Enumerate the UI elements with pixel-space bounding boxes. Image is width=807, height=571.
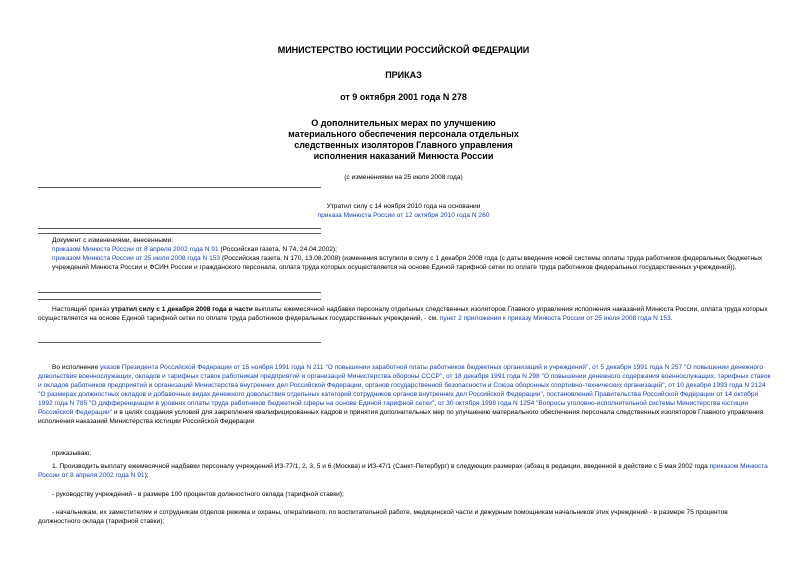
separator: [38, 228, 321, 229]
void-order-link[interactable]: приказа Минюста России от 12 октября 2010 года N 260: [317, 212, 490, 219]
resolution-link-1254[interactable]: от 30 октября 1998 года N 1254 "Вопросы уголовно-исполнительной системы Министерства юстиции Российской Федерации": [38, 400, 749, 416]
decree-link-211[interactable]: указов Президента Российской Федерации от 15 ноября 1991 года N 211 "О повышении заработной платы работников бюджетных организаций и учреждений": [99, 364, 589, 371]
order-word: приказываю:: [52, 450, 92, 457]
void-notice-text: Утратил силу с 14 ноября 2010 года на основании: [326, 203, 481, 210]
status-note-link[interactable]: пункт 2 приложения к приказу Минюста России от 25 июля 2008 года N 153: [439, 315, 671, 322]
preamble-paragraph: Во исполнение указов Президента Российской Федерации от 15 ноября 1991 года N 211 "О повышении заработной платы работников бюджетных организаций и учреждений", от 5 декабря 1991 года N 257 "О повышении денежного довольствия военнослужащих, окладов и тарифных ставок работникам предприятий и организаций Министерства обороны СССР", от 18 декабря 1991 года N 298 "О повышении денежного содержания военнослужащих, тарифных ставок и окладов работников предприятий и организаций Министерства внутренних дел Российской Федерации, органов государственной безопасности и Союза оборонных спортивно-технических организаций", от 10 декабря 1993 года N 2124 "О размерах должностных окладов и добавочных видах денежного довольствия отдельных категорий сотрудников органов внутренних дел Российской Федерации", постановлений Правительства Российской Федерации от 14 октября 1992 года N 785 "О дифференциации в уровнях оплаты труда работников бюджетной сферы на основе Единой тарифной сетки", от 30 октября 1998 года N 1254 "Вопросы уголовно-исполнительной системы Министерства юстиции Российской Федерации" и в целях создания условий для закрепления квалифицированных кадров и принятия дополнительных мер по улучшению материального обеспечения персонала следственных изоляторов Главного управления исполнения наказаний Министерства юстиции Российской Федерации: [38, 364, 771, 425]
item-1: 1. Производить выплату ежемесячной надбавки персоналу учреждений ИЗ-77/1, 2, 3, 5 и 6 (Москва) и ИЗ-47/1 (Санкт-Петербург) в следующих размерах (абзац в редакции, введенной в действие с 5 мая 2002 года приказом Минюста России от 8 апреля 2002 года N 91);: [38, 463, 768, 479]
amended-note: (с изменениями на 25 июля 2008 года): [344, 174, 463, 181]
change-order-link-2[interactable]: приказом Минюста России от 25 июля 2008 года N 153: [52, 255, 221, 262]
change-order-link-1[interactable]: приказом Минюста России от 8 апреля 2002 года N 91: [52, 246, 219, 253]
decree-link-298[interactable]: от 18 декабря 1991 года N 298 "О повышении денежного содержания военнослужащих, тарифных ставок и окладов работников предприятий и организаций Министерства внутренних дел Российской Федерации, органов государственной безопасности и Союза оборонных спортивно-технических организаций": [38, 373, 771, 389]
doc-date: от 9 октября 2001 года N 278: [340, 92, 467, 102]
change-item: приказом Минюста России от 25 июля 2008 года N 153 (Российская газета, N 170, 13.08.2008) (изменения вступили в силу с 1 декабря 2008 года (с даты введения новой системы оплаты труда работников федеральных бюджетных учреждений Минюста России и ФСИН России и гражданского персонала, оплата труда которых осуществляется на основе Единой тарифной сетки по оплате труда работников федеральных государственных учреждений)).: [52, 255, 763, 271]
change-item: приказом Минюста России от 8 апреля 2002 года N 91 (Российская газета, N 74, 24.04.2002);: [52, 246, 337, 253]
separator: [38, 299, 321, 300]
changes-block: [52, 236, 772, 272]
item-1-dash-management: - руководству учреждений - в размере 100 процентов должностного оклада (тарифной ставки);: [52, 491, 344, 498]
separator: [38, 233, 321, 234]
separator: [38, 342, 321, 343]
status-note: Настоящий приказ утратил силу с 1 декабря 2008 года в части выплаты ежемесячной надбавки персоналу отдельных следственных изоляторов Главного управления исполнения наказаний Минюста России, оплата труда которых осуществляется на основе Единой тарифной сетки по оплате труда работников федеральных государственных учреждений, - см. пункт 2 приложения к приказу Минюста России от 25 июля 2008 года N 153.: [38, 306, 768, 322]
separator: [38, 187, 321, 188]
item-1-dash-staff: - начальникам, их заместителям и сотрудникам отделов режима и охраны, оперативного, по воспитательной работе, медицинской части и дежурным помощникам начальников этих учреждений - в размере 75 процентов должностного оклада (тарифной ставки);: [38, 509, 728, 525]
changes-intro: Документ с изменениями, внесенными:: [52, 237, 174, 244]
doc-title: О дополнительных мерах по улучшению материального обеспечения персонала отдельных следственных изоляторов Главного управления исполнения наказаний Минюста России: [288, 118, 519, 161]
decree-link-257[interactable]: от 5 декабря 1991 года N 257 "О повышении денежного довольствия военнослужащих, окладов и тарифных ставок работникам предприятий и организаций Министерства обороны СССР": [38, 364, 763, 380]
doc-type: ПРИКАЗ: [385, 70, 422, 80]
separator: [38, 292, 321, 293]
ministry-heading: МИНИСТЕРСТВО ЮСТИЦИИ РОССИЙСКОЙ ФЕДЕРАЦИИ: [277, 45, 530, 55]
resolution-link-785[interactable]: постановлений Правительства Российской Федерации от 14 октября 1992 года N 785 "О дифференциации в уровнях оплаты труда работников бюджетной сферы на основе Единой тарифной сетки": [38, 391, 759, 407]
item-1-link[interactable]: приказом Минюста России от 8 апреля 2002 года N 91: [38, 463, 768, 479]
decree-link-2124[interactable]: от 10 декабря 1993 года N 2124 "О размерах должностных окладов и добавочных видах денежного довольствия отдельных категорий сотрудников органов внутренних дел Российской Федерации": [38, 382, 766, 398]
void-notice: [0, 202, 807, 220]
